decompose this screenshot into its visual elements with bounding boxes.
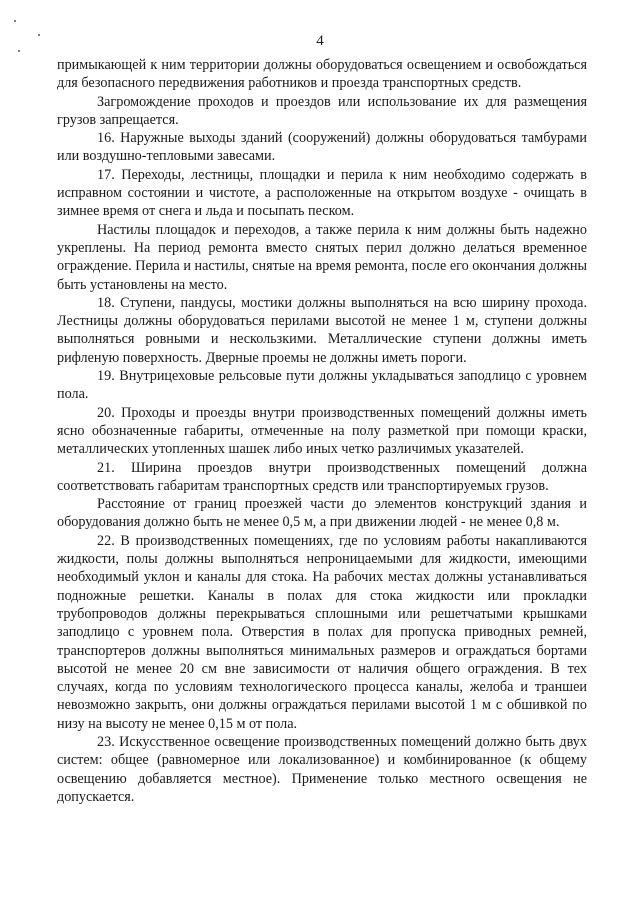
paragraph-21: 21. Ширина проездов внутри производственных помещений должна соответствовать габаритам транспортных средств или транспортируемых грузов. (57, 459, 587, 494)
paragraph-platforms: Настилы площадок и переходов, а также перила к ним должны быть надежно укреплены. На период ремонта вместо снятых перил должно делаться временное ограждение. Перила и настилы, снятые на время ремонта, после его окончания должны быть установлены на место. (57, 221, 588, 293)
paragraph-19: 19. Внутрицеховые рельсовые пути должны укладываться заподлицо с уровнем пола. (57, 368, 587, 403)
page-number: 4 (316, 33, 324, 49)
scan-speck (14, 20, 16, 22)
paragraph-22: 22. В производственных помещениях, где по условиям работы накапливаются жидкости, полы должны выполняться непроницаемыми для жидкости, имеющими необходимый уклон и каналы для стока. На рабочих местах должны устанавливаться подножные решетки. Каналы в полах для стока жидкости или прокладки трубопроводов должны перекрываться сплошными или решетчатыми крышками заподлицо с уровнем пола. Отверстия в полах для пропуска приводных ремней, транспортеров должны выполняться минимальных размеров и ограждаться бортами высотой не менее 20 см вне зависимости от наличия общего ограждения. В тех случаях, когда по условиям технологического процесса каналы, желоба и траншеи невозможно закрыть, они должны ограждаться перилами высотой 1 м с обшивкой по низу на высоту не менее 0,15 м от пола. (57, 532, 587, 732)
document-body (57, 56, 587, 806)
paragraph-16: 16. Наружные выходы зданий (сооружений) должны оборудоваться тамбурами или воздушно-тепловыми завесами. (57, 130, 587, 165)
paragraph-18: 18. Ступени, пандусы, мостики должны выполняться на всю ширину прохода. Лестницы должны оборудоваться перилами высотой не менее 1 м, ступени должны выполняться ровными и нескользкими. Металлические ступени должны иметь рифленую поверхность. Дверные проемы не должны иметь пороги. (57, 294, 587, 366)
paragraph-continuation: примыкающей к ним территории должны оборудоваться освещением и освобождаться для безопасного передвижения работников и проезда транспортных средств. (57, 57, 587, 92)
scan-speck (18, 50, 20, 52)
paragraph-distance: Расстояние от границ проезжей части до элементов конструкций здания и оборудования должно быть не менее 0,5 м, а при движении людей - не менее 0,8 м. (57, 496, 587, 531)
paragraph-23: 23. Искусственное освещение производственных помещений должно быть двух систем: общее (равномерное или локализованное) и комбинированное (к общему освещению добавляется местное). Применение только местного освещения не допускается. (57, 733, 587, 805)
paragraph-17: 17. Переходы, лестницы, площадки и перила к ним необходимо содержать в исправном состоянии и чистоте, а расположенные на открытом воздухе - очищать в зимнее время от снега и льда и посыпать песком. (57, 166, 587, 220)
paragraph-passages-clutter: Загромождение проходов и проездов или использование их для размещения грузов запрещается. (57, 93, 587, 128)
paragraph-20: 20. Проходы и проезды внутри производственных помещений должны иметь ясно обозначенные габариты, отмеченные на полу разметкой при помощи краски, металлических утопленных шашек либо иных четко различимых указателей. (57, 404, 587, 458)
